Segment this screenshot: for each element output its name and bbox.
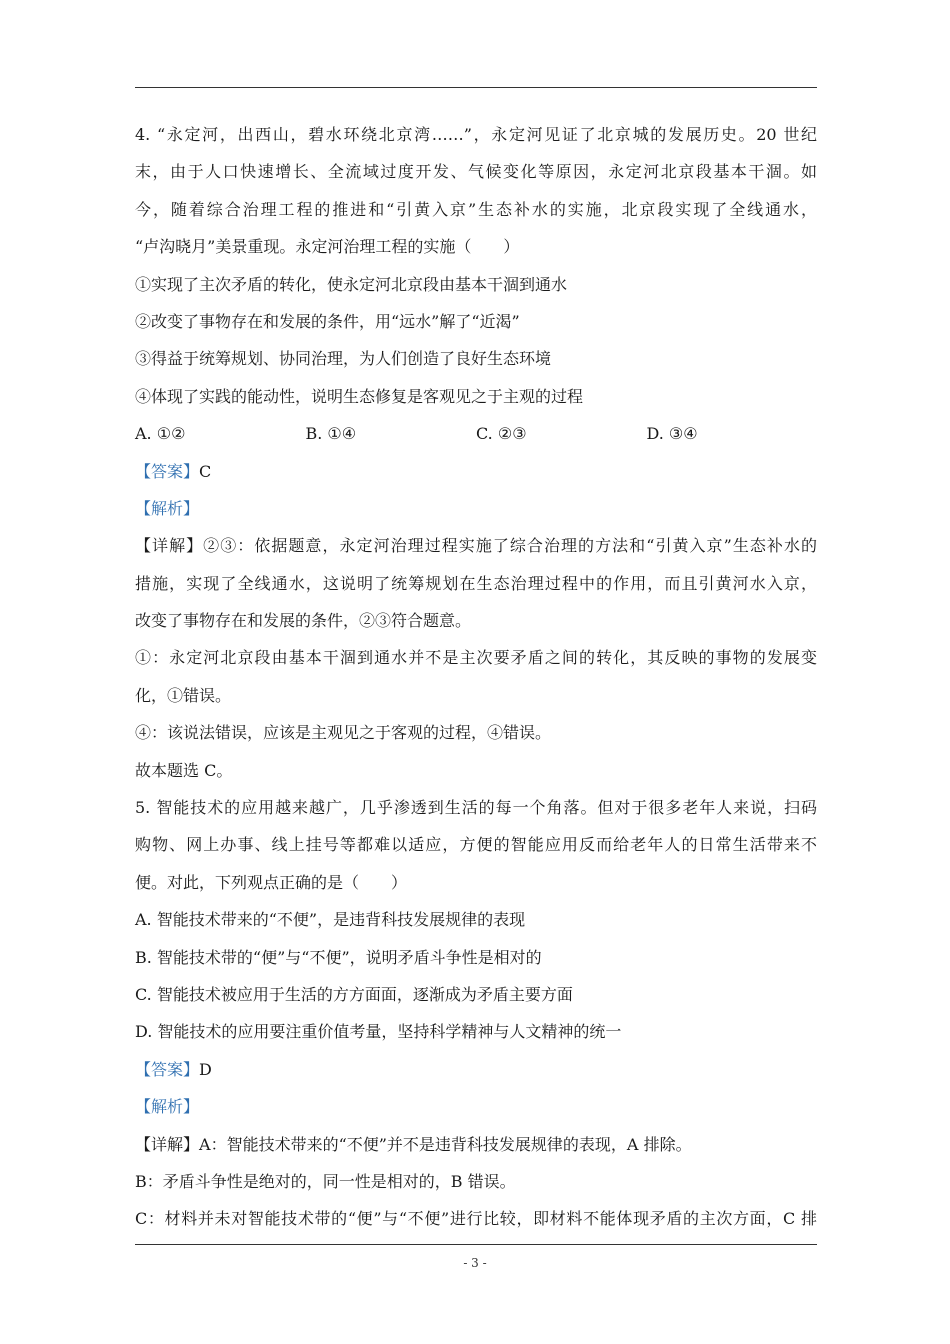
footer-rule: [135, 1244, 817, 1245]
q5-answer-tag: 【答案】: [135, 1059, 200, 1079]
q4-detail-tag: 【详解】: [135, 536, 204, 556]
q4-stem-line-4: “卢沟晓月”美景重现。永定河治理工程的实施（ ）: [135, 237, 520, 257]
q5-detail-line-1: [135, 1126, 817, 1163]
q4-stem-line-3: 今，随着综合治理工程的推进和“引黄入京”生态补水的实施，北京段实现了全线通水，: [135, 199, 817, 219]
q4-statement-1: ①实现了主次矛盾的转化，使永定河北京段由基本干涸到通水: [135, 274, 568, 294]
page-number: - 3 -: [463, 1256, 487, 1270]
q5-analysis-tag: 【解析】: [135, 1097, 200, 1117]
q4-answer-value: C: [199, 461, 212, 481]
q5-option-d: D. 智能技术的应用要注重价值考量，坚持科学精神与人文精神的统一: [135, 1022, 622, 1042]
q4-detail-line-4: ①：永定河北京段由基本干涸到通水并不是主次要矛盾之间的转化，其反映的事物的发展变: [135, 648, 817, 668]
q4-statement-2: ②改变了事物存在和发展的条件，用“远水”解了“近渴”: [135, 311, 520, 331]
q5-detail-tag: 【详解】: [135, 1134, 200, 1154]
q5-option-b: B. 智能技术带的“便”与“不便”，说明矛盾斗争性是相对的: [135, 947, 542, 967]
q4-statement-4: ④体现了实践的能动性，说明生态修复是客观见之于主观的过程: [135, 386, 584, 406]
q4-detail-text-1: ②③：依据题意，永定河治理过程实施了综合治理的方法和“引黄入京”生态补水的: [203, 536, 817, 556]
q4-detail-line-1: [135, 527, 817, 564]
q4-answer-tag: 【答案】: [135, 461, 200, 481]
q4-option-d: D. ③④: [646, 424, 698, 444]
q5-answer-value: D: [199, 1059, 212, 1079]
q4-stem-line-1: 4. “永定河，出西山，碧水环绕北京湾……”，永定河见证了北京城的发展历史。20 世纪: [135, 125, 817, 144]
q4-detail-line-2: 措施，实现了全线通水，这说明了统筹规划在生态治理过程中的作用，而且引黄河水入京，: [135, 573, 817, 593]
q4-detail-line-5: 化，①错误。: [135, 685, 232, 705]
q4-stem-line-2: 末，由于人口快速增长、全流域过度开发、气候变化等原因，永定河北京段基本干涸。如: [135, 162, 817, 182]
q5-detail-line-2: B：矛盾斗争性是绝对的，同一性是相对的，B 错误。: [135, 1171, 516, 1191]
q5-stem-line-3: 便。对此，下列观点正确的是（ ）: [135, 872, 408, 892]
q4-detail-line-7: 故本题选 C。: [135, 760, 233, 780]
q5-answer: [135, 1051, 817, 1088]
q4-option-c: C. ②③: [476, 424, 527, 444]
q4-analysis-tag: 【解析】: [135, 498, 200, 518]
q5-option-c: C. 智能技术被应用于生活的方方面面，逐渐成为矛盾主要方面: [135, 984, 573, 1004]
q5-detail-line-3: C：材料并未对智能技术带的“便”与“不便”进行比较，即材料不能体现矛盾的主次方面，C 排: [135, 1209, 817, 1229]
q4-option-a: A. ①②: [135, 424, 186, 444]
q5-stem-line-1: 5. 智能技术的应用越来越广，几乎渗透到生活的每一个角落。但对于很多老年人来说，扫码: [135, 798, 817, 818]
q5-option-a: A. 智能技术带来的“不便”，是违背科技发展规律的表现: [135, 910, 526, 930]
q5-detail-text-1: A：智能技术带来的“不便”并不是违背科技发展规律的表现，A 排除。: [199, 1134, 692, 1154]
q4-options: [135, 415, 817, 452]
q4-option-b: B. ①④: [305, 424, 357, 444]
q4-answer: [135, 453, 817, 490]
page-content: [135, 116, 817, 1238]
q4-detail-line-6: ④：该说法错误，应该是主观见之于客观的过程，④错误。: [135, 723, 552, 743]
q4-detail-line-3: 改变了事物存在和发展的条件，②③符合题意。: [135, 611, 472, 631]
q5-stem-line-2: 购物、网上办事、线上挂号等都难以适应，方便的智能应用反而给老年人的日常生活带来不: [135, 835, 817, 855]
q4-statement-3: ③得益于统筹规划、协同治理，为人们创造了良好生态环境: [135, 349, 552, 369]
header-rule: [135, 87, 817, 88]
